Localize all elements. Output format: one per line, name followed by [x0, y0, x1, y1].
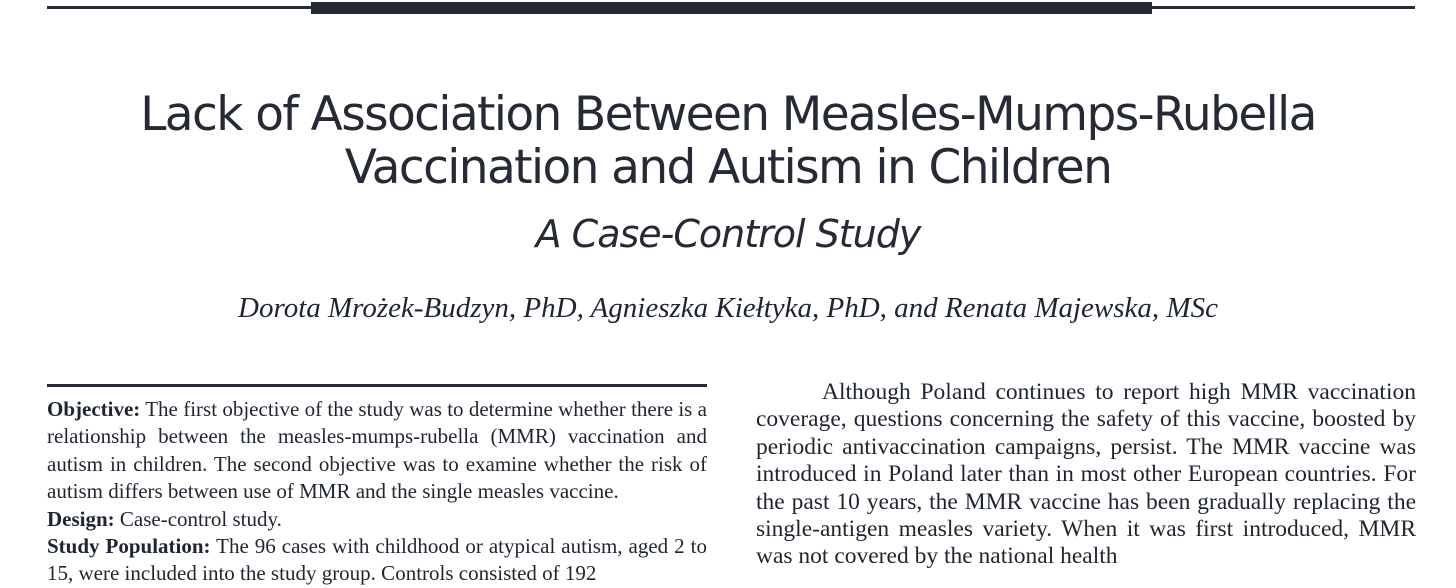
objective-text: The first objective of the study was to determine whether there is a relationship between the measles-mumps-rubella (MMR) vaccination and autism in children. The second objective was to examine whether the risk of autism differs between use of MMR and the single measles vaccine. — [47, 397, 707, 504]
abstract-design — [47, 506, 707, 533]
author-list: Dorota Mrożek-Budzyn, PhD, Agnieszka Kiełtyka, PhD, and Renata Majewska, MSc — [238, 292, 1218, 324]
header-rule-thick — [311, 2, 1152, 14]
objective-label: Objective: — [47, 397, 141, 421]
body-column — [756, 379, 1416, 571]
article-subtitle: A Case-Control Study — [535, 212, 921, 256]
article-title-line1: Lack of Association Between Measles-Mumps-Rubella — [140, 87, 1316, 142]
population-label: Study Population: — [47, 534, 211, 559]
design-text: Case-control study. — [119, 506, 282, 531]
abstract-objective — [47, 396, 707, 506]
population-text: The 96 cases with childhood or atypical autism, aged 2 to 15, were included into the study group. Controls consisted of 192 — [47, 534, 707, 586]
abstract-rule — [47, 384, 707, 387]
abstract-column — [47, 396, 707, 588]
body-paragraph: Although Poland continues to report high MMR vaccination coverage, questions concerning the safety of this vaccine, boosted by periodic antivaccination campaigns, persist. The MMR vaccine was introduced in Poland later than in most other European countries. For the past 10 years, the MMR vaccine has been gradually replacing the single-antigen measles variety. When it was first introduced, MMR was not covered by the national health — [756, 379, 1416, 570]
article-title — [0, 88, 1456, 194]
article-title-line2: Vaccination and Autism in Children — [344, 140, 1112, 195]
design-label: Design: — [47, 506, 115, 531]
abstract-population — [47, 533, 707, 588]
